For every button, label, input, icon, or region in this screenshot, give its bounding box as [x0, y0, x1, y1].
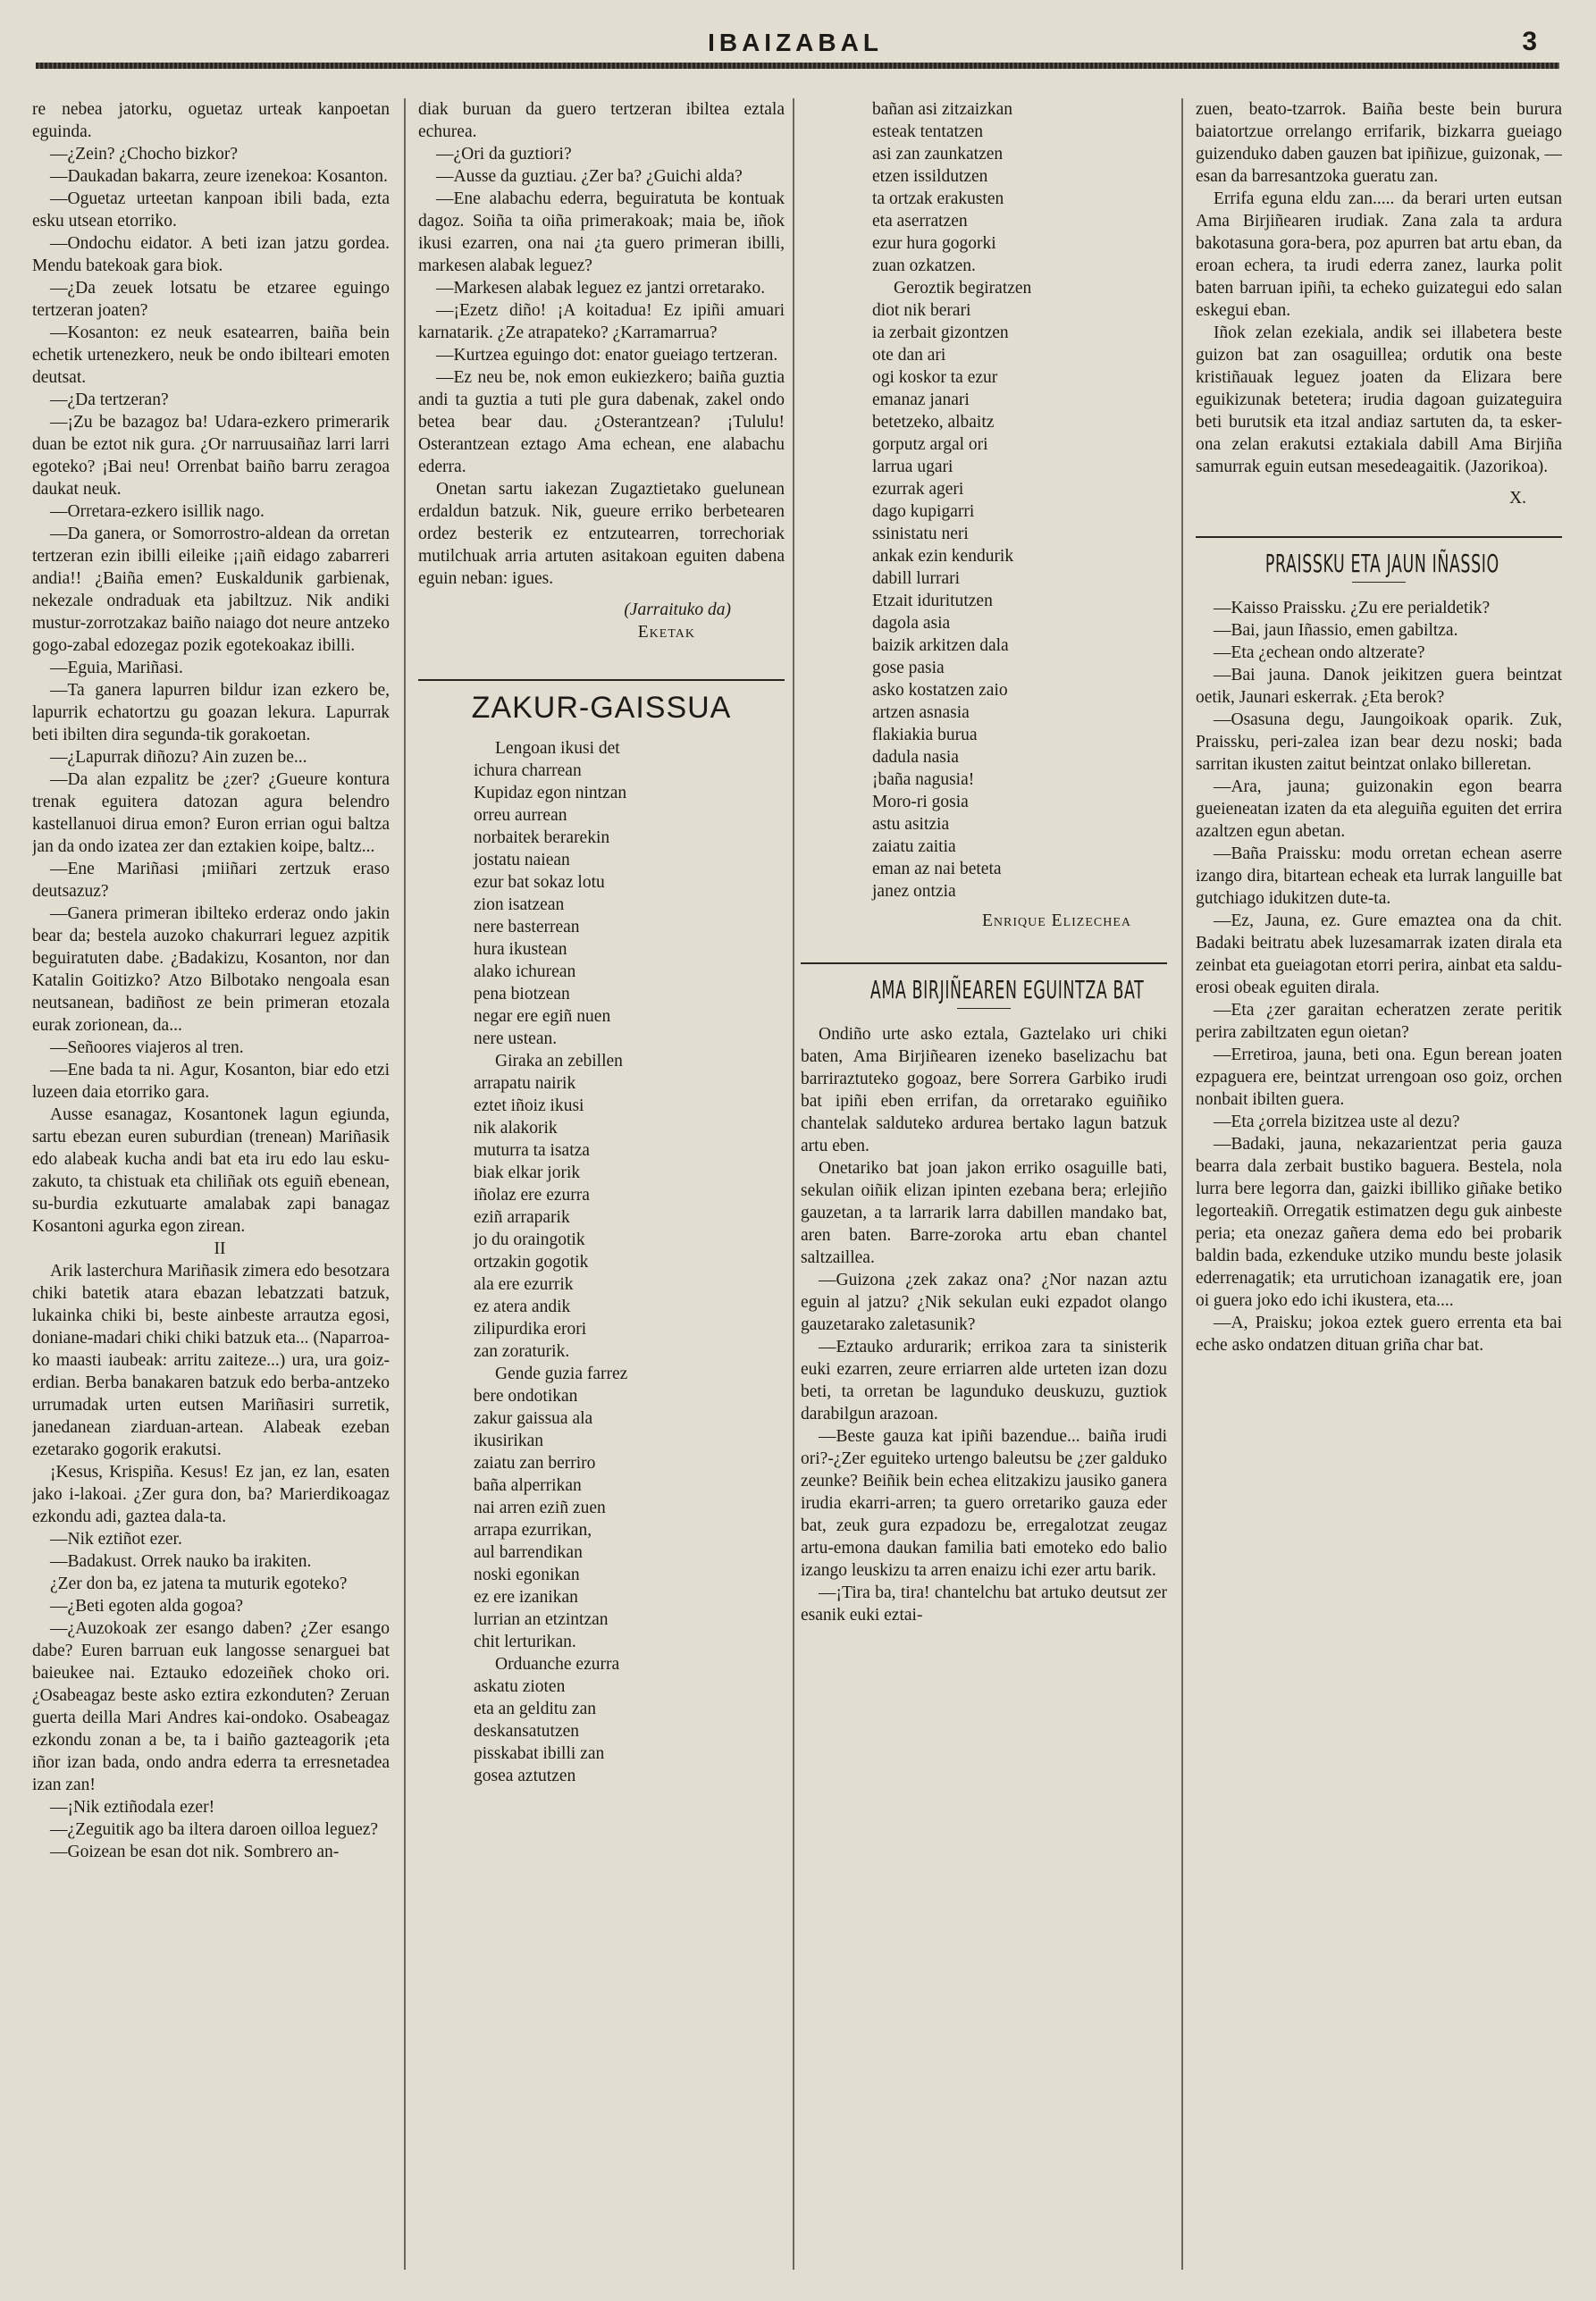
poem-line: jo du oraingotik — [474, 1230, 585, 1249]
poem-line: aul barrendikan — [474, 1543, 583, 1562]
poem-line: betetzeko, albaitz — [872, 413, 995, 432]
poem-line: muturra ta isatza — [474, 1141, 590, 1160]
paragraph: —¿Zein? ¿Chocho bizkor? — [50, 145, 239, 164]
poem-line: hura ikustean — [474, 940, 567, 959]
poem-line: askatu zioten — [474, 1677, 566, 1696]
poem-line: Orduanche ezurra — [495, 1655, 620, 1674]
poem-line: ez atera andik — [474, 1297, 571, 1316]
poem-line: nere ustean. — [474, 1029, 558, 1048]
paragraph: —Ganera primeran ibilteko erderaz ondo jakin bear da; bestela auzoko chakurrari leguez azpitik beguiratuten dabe. ¿Badakizu, Kosanton, nor dan Katalin Goitizko? Atzo Bilbotako nengoala esan neutsanean, badiñost ze bein primeran etozala eurak zorionean, da... — [32, 904, 390, 1035]
masthead — [36, 25, 1555, 61]
dialogue-line: —Ara, jauna; guizonakin egon bearra gueieneatan izaten da eta aleguiña eguiten det errira azaltzen egun abetan. — [1196, 777, 1562, 841]
poem-line: zuan ozkatzen. — [872, 256, 976, 275]
masthead-rule — [36, 63, 1559, 69]
dialogue-line: —Osasuna degu, Jaungoikoak oparik. Zuk, Praissku, peri-zalea izan bear dezu noski; bada sarritan ikusten zaitut beintzat onlako billeretan. — [1196, 710, 1562, 774]
poem-line: dagola asia — [872, 614, 951, 633]
poem-line: gosea aztutzen — [474, 1767, 576, 1785]
poem-line: ezur hura gogorki — [872, 234, 996, 253]
poem-line: emanaz janari — [872, 390, 970, 409]
poem-line: artzen asnasia — [872, 703, 970, 722]
poem-zakur-gaissua — [418, 737, 785, 1787]
paragraph: —Eztauko ardurarik; errikoa zara ta sinisterik euki ezarren, zeure erriarren alde urteten izan dozu beti, ta orretan be lagunduko deuskuzu, guztiok darabilgun arazoan. — [801, 1338, 1167, 1423]
poem-line: Etzait iduritutzen — [872, 592, 993, 610]
paragraph: —Da alan ezpalitz be ¿zer? ¿Gueure kontura trenak eguitera datozan agura belendro kastellanuoi dirua emon? Euron errian ogui baltza jan da ondo izatea zer dan eztakien koipe, baltz... — [32, 770, 390, 856]
paragraph: —Daukadan bakarra, zeure izenekoa: Kosanton. — [50, 167, 388, 186]
paragraph: —Ene Mariñasi ¡miiñari zertzuk eraso deutsazuz? — [32, 860, 390, 901]
poem-continuation — [801, 98, 1167, 903]
paragraph: —Badakust. Orrek nauko ba irakiten. — [50, 1552, 312, 1571]
paragraph: —Ausse da guztiau. ¿Zer ba? ¿Guichi alda? — [436, 167, 743, 186]
dialogue-line: —Baña Praissku: modu orretan echean aserre izango dira, bitartean echeak eta lurrak languille bat gutchiago idukitzen dute-ta. — [1196, 844, 1562, 908]
poem-line: ta ortzak erakusten — [872, 189, 1004, 208]
poem-line: esteak tentatzen — [872, 122, 983, 141]
poem-line: ia zerbait gizontzen — [872, 323, 1009, 342]
poem-line: flakiakia burua — [872, 726, 978, 744]
poem-line: baizik arkitzen dala — [872, 636, 1009, 655]
poem-title: ZAKUR-GAISSUA — [471, 691, 732, 725]
column-divider — [793, 98, 794, 2270]
paragraph: —¿Ori da guztiori? — [436, 145, 572, 164]
newspaper-title: IBAIZABAL — [708, 29, 883, 56]
poem-line: arrapa ezurrikan, — [474, 1521, 592, 1540]
paragraph: —¿Zeguitik ago ba iltera daroen oilloa leguez? — [50, 1820, 379, 1839]
paragraph: —Kurtzea eguingo dot: enator gueiago tertzeran. — [436, 346, 778, 365]
section-rule — [1196, 536, 1562, 538]
poem-line: Giraka an zebillen — [495, 1052, 623, 1071]
paragraph: —¿Lapurrak diñozu? Ain zuzen be... — [50, 748, 307, 767]
article-title: AMA BIRJIÑEAREN EGUINTZA BAT — [869, 975, 1145, 1004]
poem-line: orreu aurrean — [474, 806, 567, 825]
poem-line: dago kupigarri — [872, 502, 975, 521]
dialogue-line: —Bai jauna. Danok jeikitzen guera beintzat oetik, Jaunari eskerrak. ¿Eta berok? — [1196, 666, 1562, 707]
paragraph: —Ta ganera lapurren bildur izan ezkero be, lapurrik echatortzu gu goazan lekura. Lapurrak beti ibilten dira segunda-tik gorakoetan. — [32, 681, 390, 744]
poem-line: nai arren eziñ zuen — [474, 1499, 606, 1517]
poem-line: ortzakin gogotik — [474, 1253, 589, 1272]
poem-line: zaiatu zan berriro — [474, 1454, 596, 1473]
paragraph: —Guizona ¿zek zakaz ona? ¿Nor nazan aztu eguin al jatzu? ¿Nik sekulan euki ezpadot olango gauzetarako zaletasunik? — [801, 1271, 1167, 1334]
paragraph: —¡Ezetz diño! ¡A koitadua! Ez ipiñi amuari karnatarik. ¿Ze atrapateko? ¿Karramarrua? — [418, 301, 785, 342]
poem-line: bere ondotikan — [474, 1387, 578, 1406]
poem-line: Geroztik begiratzen — [894, 279, 1032, 298]
paragraph: —¿Da tertzeran? — [50, 390, 169, 409]
section-number: II — [214, 1239, 226, 1258]
poem-line: ezurrak ageri — [872, 480, 964, 499]
poem-line: jostatu naiean — [474, 851, 570, 869]
poem-line: ichura charrean — [474, 761, 582, 780]
article-ending — [1196, 98, 1562, 478]
paragraph: —Ene bada ta ni. Agur, Kosanton, biar edo etzi luzeen daia etorriko gara. — [32, 1061, 390, 1102]
paragraph: —Ez neu be, nok emon eukiezkero; baiña guztia andi ta guztia a tuti ple gura dabenak, zakel ondo betea bear dau. ¿Osterantzean? ¡Tululu! Osterantzean eztago Ama echean, ene alabachu ederra. — [418, 368, 785, 476]
column-2 — [418, 98, 785, 2279]
paragraph: ¡Kesus, Krispiña. Kesus! Ez jan, ez lan, esaten jako i-lakoai. ¿Zer gura don, ba? Marierdikoagaz ezkondu adi, gaztea dala-ta. — [32, 1463, 390, 1526]
poem-line: eta aserratzen — [872, 212, 968, 231]
poem-author: Enrique Elizechea — [981, 911, 1131, 930]
dialogue-praissku — [1196, 597, 1562, 1356]
dialogue-line: —Badaki, jauna, nekazarientzat peria gauza bearra dala zerbait bustiko baguera. Bestela, nola lurra bere legorra dan, gaizki ibilliko giñake betiko legorteakiñ. Orregatik estimatzen degu guk ainbeste peria; eta onezaz gañera dema edo bei probarik baldin bada, ezkenduke utziko mundu beste jolasik ederrenagatik; eta urrutichoan izanagatik ere, joan oi guera joko edo ichi ikustera, eta.... — [1196, 1135, 1562, 1310]
poem-line: norbaitek berarekin — [474, 828, 610, 847]
poem-line: ez ere izanikan — [474, 1588, 578, 1607]
paragraph: Onetariko bat joan jakon erriko osaguille bati, sekulan oiñik elizan ipinten ezebana bera; erlejiño gauzetan, a ta larrarik larra dabillen mandako bat, aren baten. Barre-zoroka artu eban chantel saltzaillea. — [801, 1159, 1167, 1267]
poem-line: zion isatzean — [474, 895, 565, 914]
poem-line: ezur bat sokaz lotu — [474, 873, 605, 892]
paragraph: re nebea jatorku, oguetaz urteak kanpoetan eguinda. — [32, 100, 390, 141]
poem-line: baña alperrikan — [474, 1476, 582, 1495]
paragraph: —Ene alabachu ederra, beguiratuta be kontuak dagoz. Soiña ta oiña primerakoak; maia be, iñok ikusi ezarren, ona nai ¿ta guero primeran ibilli, markesen alabak leguez? — [418, 189, 785, 275]
paragraph: Ondiño urte asko eztala, Gaztelako uri chiki baten, Ama Birjiñearen izeneko baselizachu bat barriraztuteko gogoaz, bere Sorrera Garbiko irudi bat ipiñi eben errifan, da orretarako eguiñiko chantelak salduteko ardurea bertako lagun batzuk artu eben. — [801, 1025, 1167, 1155]
paragraph: diak buruan da guero tertzeran ibiltea eztala echurea. — [418, 100, 785, 141]
paragraph: —Goizean be esan dot nik. Sombrero an- — [50, 1843, 340, 1861]
poem-line: ankak ezin kendurik — [872, 547, 1014, 566]
dialogue-line: —A, Praisku; jokoa eztek guero errenta eta bai eche asko ondatzen dituan griña char bat. — [1196, 1314, 1562, 1355]
paragraph: Errifa eguna eldu zan..... da berari urten eutsan Ama Birjiñearen irudiak. Zana zala ta ardura bakotasuna gora-bera, poz apurren bat artu eban, da eroan echera, ta irudi ederra zanez, laurka polit baten barruan ipiñi, ta echeko guizategui edo salan eskegui eban. — [1196, 189, 1562, 320]
poem-line: Gende guzia farrez — [495, 1365, 628, 1383]
poem-line: zaiatu zaitia — [872, 837, 956, 856]
poem-line: zakur gaissua ala — [474, 1409, 593, 1428]
poem-line: dabill lurrari — [872, 569, 961, 588]
poem-line: noski egonikan — [474, 1566, 580, 1584]
paragraph: —Da ganera, or Somorrostro-aldean da orretan tertzeran ezin ibilli eileike ¡¡aiñ eidago zabarreri andia!! ¿Baiña emen? Euskaldunik garbienak, nekezale ondraduak eta jabiltzuz. Nik andiki mustur-zorrotzakaz baiño naiago dot neure antzeko gogo-zabal edozegaz pozik egotekoakaz ibilli. — [32, 525, 390, 655]
paragraph: —Oguetaz urteetan kanpoan ibili bada, ezta esku utsean etorriko. — [32, 189, 390, 231]
poem-line: Moro-ri gosia — [872, 793, 969, 811]
poem-line: biak elkar jorik — [474, 1163, 581, 1182]
paragraph: —Señoores viajeros al tren. — [50, 1038, 244, 1057]
poem-line: nere basterrean — [474, 918, 580, 936]
paragraph: —Eguia, Mariñasi. — [50, 659, 183, 677]
paragraph: Ausse esanagaz, Kosantonek lagun egiunda, sartu ebezan euren suburdian (trenean) Mariñasik edo alabeak kucha andi bat eta iru edo lau esku-zakuto, ta chistuak eta chiliñak ots eguiñ ebenean, su-burdia ezkutuarte amalabak zapi banagaz Kosantoni agurka egon zirean. — [32, 1105, 390, 1236]
dialogue-line: —Eta ¿zer garaitan echeratzen zerate peritik perira zabiltzaten egun oietan? — [1196, 1001, 1562, 1042]
poem-line: larrua ugari — [872, 458, 953, 476]
dialogue-line: —Ez, Jauna, ez. Gure emaztea ona da chit. Badaki beitratu abek luzesamarrak izaten dirala eta zeinbat eta gueiagotan etorri perira, ainbat eta saldu-erosi obeak eguiten dirala. — [1196, 911, 1562, 997]
story-author: Eketak — [637, 623, 695, 642]
poem-line: arrapatu nairik — [474, 1074, 576, 1093]
paragraph: Arik lasterchura Mariñasik zimera edo besotzara chiki batetik atara ebazan lebatzzati batzuk, lukainka chiki bi, beste ainbeste arrautza egosi, doniane-madari chiki chiki batzuk eta... (Naparroa-ko maasti iaubeak: arritu zaiteze...) ura, ura goiz-erdian. Berba banakaren batzuk edo berba-antzeko urrumadak urten eutsen Mariñasiri surretik, janedanean ziarduan-artean. Alabeak ezeban ezetarako gogorik erakutsi. — [32, 1262, 390, 1459]
poem-line: zilipurdika erori — [474, 1320, 587, 1339]
poem-line: dadula nasia — [872, 748, 959, 767]
paragraph: ¿Zer don ba, ez jatena ta muturik egoteko? — [50, 1575, 348, 1593]
poem-line: diot nik berari — [872, 301, 971, 320]
paragraph: —¿Beti egoten alda gogoa? — [50, 1597, 244, 1616]
article-ama-birjinearen — [801, 1023, 1167, 1626]
article-signature: X. — [1509, 489, 1526, 508]
title-rule — [957, 1008, 1011, 1009]
poem-line: lurrian an etzintzan — [474, 1610, 609, 1629]
paragraph: —Orretara-ezkero isillik nago. — [50, 502, 265, 521]
poem-line: negar ere egiñ nuen — [474, 1007, 611, 1026]
story-continuation — [418, 98, 785, 590]
poem-line: deskansatutzen — [474, 1722, 580, 1741]
title-rule — [1352, 582, 1406, 583]
column-1-story — [32, 98, 390, 2279]
paragraph: Iñok zelan ezekiala, andik sei illabetera beste guizon bat zan osaguillea; ordutik ona beste kristiñauak leguez joaten da Elizara bere eguikizunak betetera; irudia dagoan guizateguira beti burutsik eta itzal andiaz sartuten da, ta esker-ona zelan erakutsi eztakiala dabill Ama Birjiña samurrak eguin eutsan mesedeagaitik. (Jazorikoa). — [1196, 323, 1562, 476]
poem-line: ssinistatu neri — [872, 525, 969, 543]
poem-line: ikusirikan — [474, 1432, 543, 1450]
dialogue-line: —Eta ¿orrela bizitzea uste al dezu? — [1214, 1113, 1460, 1131]
continued-note: (Jarraituko da) — [624, 600, 731, 619]
column-4 — [1196, 98, 1562, 2279]
page-number: 3 — [1522, 27, 1537, 56]
poem-line: gorputz argal ori — [872, 435, 988, 454]
paragraph: —Markesen alabak leguez ez jantzi orretarako. — [436, 279, 766, 298]
poem-line: eziñ arraparik — [474, 1208, 570, 1227]
poem-line: ote dan ari — [872, 346, 946, 365]
section-rule — [418, 679, 785, 681]
poem-line: ¡baña nagusia! — [872, 770, 975, 789]
paragraph: —Beste gauza kat ipiñi bazendue... baiña irudi ori?-¿Zer eguiteko urtengo baleutsu be ¿zer galduko zeunke? Beiñik bein echea elitzakizu jausiko ganera irudia ekarri-arren; ta guero orretariko gauza eder bat, zeuk gura ezpadozu be, erregalotzat zeugaz artu-emona daukan familia bati emoteko edo balio izango leuskizu ta arren enaizu ichi ezer artu barik. — [801, 1427, 1167, 1580]
column-divider — [1181, 98, 1183, 2270]
paragraph: —¿Da zeuek lotsatu be etzaree eguingo tertzeran joaten? — [32, 279, 390, 320]
poem-line: pena biotzean — [474, 985, 570, 1004]
paragraph: —¿Auzokoak zer esango daben? ¿Zer esango dabe? Euren barruan euk langosse senarguei bat baieukee nai. Eztauko edozeiñek choko ori. ¿Osabeagaz beste asko eztira ezkonduten? Zeruan guerta deilla Mari Andres kai-ondoko. Osabeagaz ezkondu zonan a be, ta i baiño gazteagorik ¡eta iñor izan bada, ondo andra ederra ta erresnetadea izan zan! — [32, 1619, 390, 1794]
poem-line: eman az nai beteta — [872, 860, 1002, 878]
dialogue-line: —Eta ¿echean ondo altzerate? — [1214, 643, 1425, 662]
poem-line: asi zan zaunkatzen — [872, 145, 1004, 164]
paragraph: —¡Zu be bazagoz ba! Udara-ezkero primerarik duan be eztot nik gura. ¿Or narruusaiñaz larri larri egoteko? ¡Bai neu! Orrenbat baiño barru zeragoa daukat neuk. — [32, 413, 390, 499]
poem-line: eztet iñoiz ikusi — [474, 1096, 584, 1115]
paragraph: Onetan sartu iakezan Zugaztietako guelunean erdaldun batzuk. Nik, gueure erriko berbetearen ordez besterik ez entzutearren, torrechoriak mutilchuak arria artuten asitakoan eguiten dabena eguin neban: igues. — [418, 480, 785, 588]
poem-line: astu asitzia — [872, 815, 950, 834]
poem-line: asko kostatzen zaio — [872, 681, 1008, 700]
poem-line: nik alakorik — [474, 1119, 558, 1138]
paragraph: —Ondochu eidator. A beti izan jatzu gordea. Mendu batekoak gara biok. — [32, 234, 390, 275]
poem-line: ogi koskor ta ezur — [872, 368, 998, 387]
dialogue-title: PRAISSKU ETA JAUN IÑASSIO — [1264, 549, 1499, 578]
paragraph: —Kosanton: ez neuk esatearren, baiña bein echetik urtenezkero, neuk be ondo ibilteari emoten deutsat. — [32, 323, 390, 387]
dialogue-line: —Erretiroa, jauna, beti ona. Egun berean joaten ezpaguera ere, beintzat urrengoan oso goiz, orchen nonbait ibilten guera. — [1196, 1046, 1562, 1109]
poem-line: alako ichurean — [474, 962, 576, 981]
dialogue-line: —Bai, jaun Iñassio, emen gabiltza. — [1214, 621, 1458, 640]
poem-line: pisskabat ibilli zan — [474, 1744, 605, 1763]
poem-line: etzen issildutzen — [872, 167, 988, 186]
poem-line: iñolaz ere ezurra — [474, 1186, 590, 1205]
poem-line: ala ere ezurrik — [474, 1275, 574, 1294]
dialogue-line: —Kaisso Praissku. ¿Zu ere perialdetik? — [1214, 599, 1491, 617]
column-3 — [801, 98, 1167, 2279]
poem-line: bañan asi zitzaizkan — [872, 100, 1012, 119]
poem-line: gose pasia — [872, 659, 945, 677]
poem-line: Lengoan ikusi det — [495, 739, 620, 758]
poem-line: janez ontzia — [872, 882, 956, 901]
section-rule — [801, 962, 1167, 964]
poem-line: eta an gelditu zan — [474, 1700, 596, 1718]
column-divider — [404, 98, 406, 2270]
poem-line: Kupidaz egon nintzan — [474, 784, 627, 802]
paragraph: zuen, beato-tzarrok. Baiña beste bein burura baiatortzue orrelango errifarik, bizkarra gueiago guizenduko daben gauzen bat ipiñizue, guizonak, —esan da barresantzoka gueratu zan. — [1196, 100, 1562, 186]
poem-line: zan zoraturik. — [474, 1342, 570, 1361]
paragraph: —¡Nik eztiñodala ezer! — [50, 1798, 215, 1817]
poem-line: chit lerturikan. — [474, 1633, 576, 1651]
paragraph: —¡Tira ba, tira! chantelchu bat artuko deutsut zer esanik euki eztai- — [801, 1583, 1167, 1625]
paragraph: —Nik eztiñot ezer. — [50, 1530, 182, 1549]
